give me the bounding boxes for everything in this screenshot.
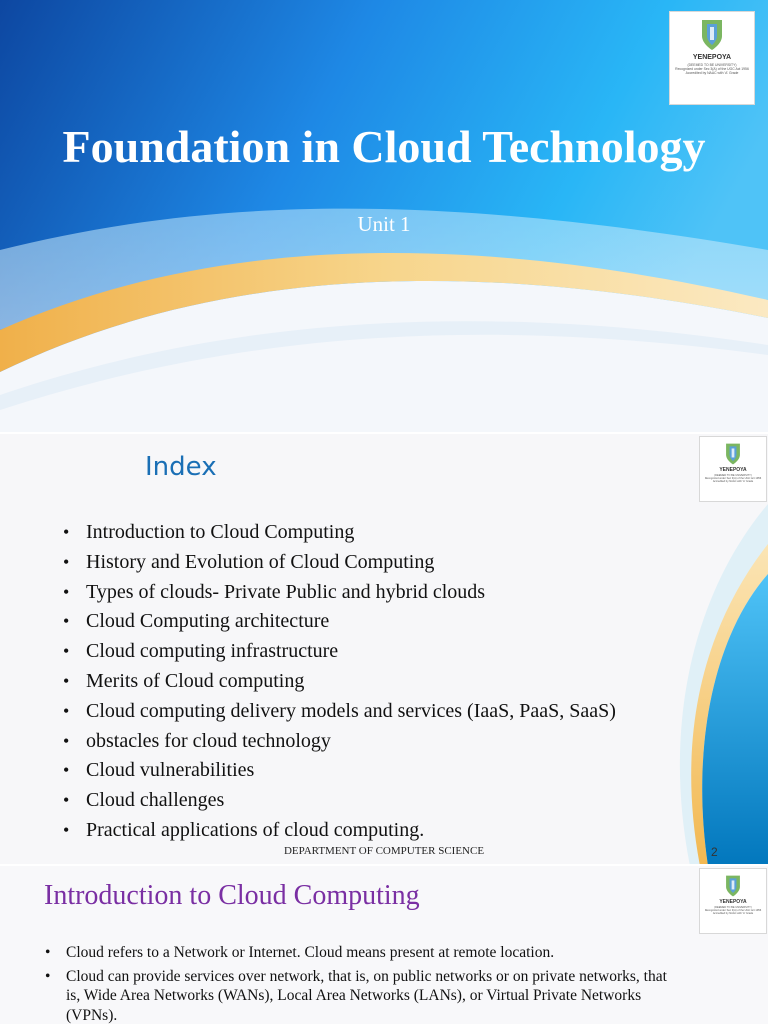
logo-name: YENEPOYA [719, 899, 747, 905]
intro-bullet: • Cloud can provide services over network, that is, on public networks or on private networks, that is, Wide Area Networks (WANs), Local Area Networks (LANs), or Virtual Private Networks (VPNs). [44, 967, 674, 1026]
index-item: • Introduction to Cloud Computing [60, 518, 700, 548]
index-item: • Types of clouds- Private Public and hybrid clouds [60, 578, 700, 608]
index-item: • Cloud vulnerabilities [60, 756, 700, 786]
intro-bullet: • Cloud refers to a Network or Internet. Cloud means present at remote location. [44, 943, 674, 963]
index-item: • Practical applications of cloud computing. [60, 816, 700, 846]
crest-icon [724, 874, 742, 898]
index-item: • obstacles for cloud technology [60, 727, 700, 757]
index-item: • Cloud computing infrastructure [60, 637, 700, 667]
logo-tagline-3: Accredited by NAAC with 'A' Grade [712, 911, 754, 915]
index-item: • Cloud Computing architecture [60, 607, 700, 637]
university-logo [699, 436, 767, 502]
logo-tagline-3: Accredited by NAAC with 'A' Grade [712, 479, 754, 483]
logo-name: YENEPOYA [692, 54, 732, 61]
logo-name: YENEPOYA [719, 467, 747, 473]
university-logo [699, 868, 767, 934]
index-item: • Merits of Cloud computing [60, 667, 700, 697]
presentation-subtitle: Unit 1 [357, 212, 411, 236]
page-number: 2 [711, 845, 718, 859]
index-item: • Cloud computing delivery models and services (IaaS, PaaS, SaaS) [60, 697, 700, 727]
crest-icon [699, 18, 725, 52]
presentation-title: Foundation in Cloud Technology [62, 121, 706, 172]
logo-tagline-2: Recognized under Sec 3(A) of the UGC Act 1956 [675, 66, 749, 71]
index-list [60, 518, 700, 846]
logo-tagline-1: (DEEMED TO BE UNIVERSITY) [687, 63, 737, 67]
logo-tagline-2: Recognized under Sec 3(A) of the UGC Act 1956 [704, 476, 762, 480]
intro-bullets [44, 943, 674, 1029]
logo-tagline-1: (DEEMED TO BE UNIVERSITY) [714, 906, 752, 909]
crest-icon [724, 442, 742, 466]
university-logo [669, 11, 755, 105]
slide-footer: DEPARTMENT OF COMPUTER SCIENCE [283, 845, 485, 857]
intro-heading: Introduction to Cloud Computing [44, 880, 420, 911]
logo-tagline-3: Accredited by NAAC with 'A' Grade [685, 70, 739, 75]
logo-tagline-2: Recognized under Sec 3(A) of the UGC Act 1956 [704, 908, 762, 912]
logo-tagline-1: (DEEMED TO BE UNIVERSITY) [714, 474, 752, 477]
title-slide [0, 0, 768, 432]
index-heading: Index [145, 452, 217, 482]
index-item: • History and Evolution of Cloud Computing [60, 548, 700, 578]
index-item: • Cloud challenges [60, 786, 700, 816]
